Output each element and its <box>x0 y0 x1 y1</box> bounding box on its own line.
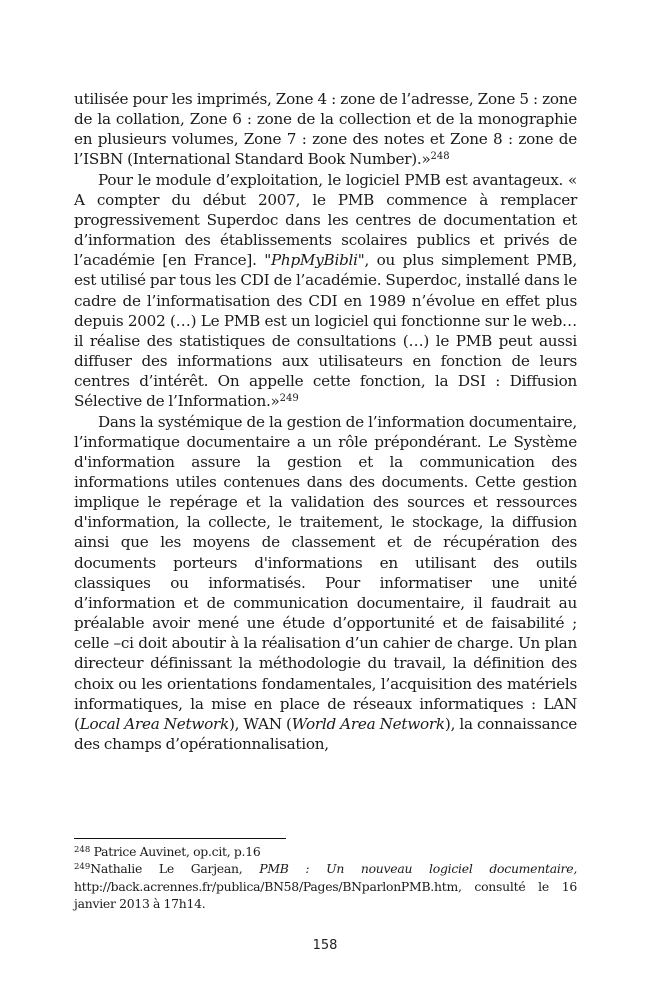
footnote-ref-248[interactable]: 248 <box>430 151 450 163</box>
italic-wan: World Area Network <box>291 714 445 733</box>
footnote-number: 248 <box>74 845 91 855</box>
footnotes <box>74 843 577 913</box>
paragraph-text: ), WAN ( <box>228 714 292 733</box>
page-number: 158 <box>312 938 338 953</box>
footnote-text: http://back.acrennes.fr/publica/BN58/Pages/BNparlonPMB.htm, consulté le 16 janvier 2013 à 17h14. <box>74 878 577 912</box>
footnote-text: Patrice Auvinet, op.cit, p.16 <box>90 844 261 859</box>
italic-lan: Local Area Network <box>79 714 229 733</box>
paragraph-systemique <box>74 412 577 755</box>
paragraph-pmb <box>74 170 577 412</box>
paragraph-zones <box>74 89 577 170</box>
paragraph-text: ), la connaissance des champs d’opérationnalisation, <box>74 714 577 753</box>
paragraph-text: Pour le module d’exploitation, le logiciel PMB est avantageux. « A compter du début 2007, le PMB commence à remplacer progressivement Superdoc dans les centres de documentation et d’information des établissements scolaires publics et privés de l’académie [en France]. " <box>74 170 577 270</box>
paragraph-text: ", ou plus simplement PMB, est utilisé par tous les CDI de l’académie. Superdoc, installé dans le cadre de l’informatisation des CDI en 1989 n’évolue en effet plus depuis 2002 (…) Le PMB est un logiciel qui fonctionne sur le web… il réalise des statistiques de consultations (…) le PMB peut aussi diffuser des informations aux utilisateurs en fonction de leurs centres d’intérêt. On appelle cette fonction, la DSI : Diffusion Sélective de l’Information.» <box>74 251 577 411</box>
body-text <box>74 89 577 754</box>
paragraph-text: utilisée pour les imprimés, Zone 4 : zone de l’adresse, Zone 5 : zone de la collation, Zone 6 : zone de la collection et de la monographie en plusieurs volumes, Zone 7 : zone des notes et Zone 8 : zone de l’ISBN (International Standard Book Number).» <box>74 90 577 169</box>
footnote-title: PMB : Un nouveau logiciel documentaire, <box>259 861 578 877</box>
paragraph-text: Dans la systémique de la gestion de l’information documentaire, l’informatique documentaire a un rôle prépondérant. Le Système d'information assure la gestion et la communication des informations utiles contenues dans des documents. Cette gestion implique le repérage et la validation des sources et ressources d'information, la collecte, le traitement, le stockage, la diffusion ainsi que les moyens de classement et de récupération des documents porteurs d'informations en utilisant des outils classiques ou informatisés. Pour informatiser une unité d’information et de communication documentaire, il faudrait au préalable avoir mené une étude d’opportunité et de faisabilité ; celle –ci doit aboutir à la réalisation d’un cahier de charge. Un plan directeur définissant la méthodologie du travail, la définition des choix ou les orientations fondamentales, l’acquisition des matériels informatiques, la mise en place de réseaux informatiques : LAN ( <box>74 412 577 733</box>
footnote-number: 249 <box>74 862 91 873</box>
italic-phpmybibli: PhpMyBibli <box>270 251 358 270</box>
footnote-249 <box>74 860 577 912</box>
footnote-divider <box>74 838 286 839</box>
footnote-text: Nathalie Le Garjean, <box>90 861 260 877</box>
footnote-ref-249[interactable]: 249 <box>279 393 299 405</box>
footnote-248 <box>74 843 577 860</box>
